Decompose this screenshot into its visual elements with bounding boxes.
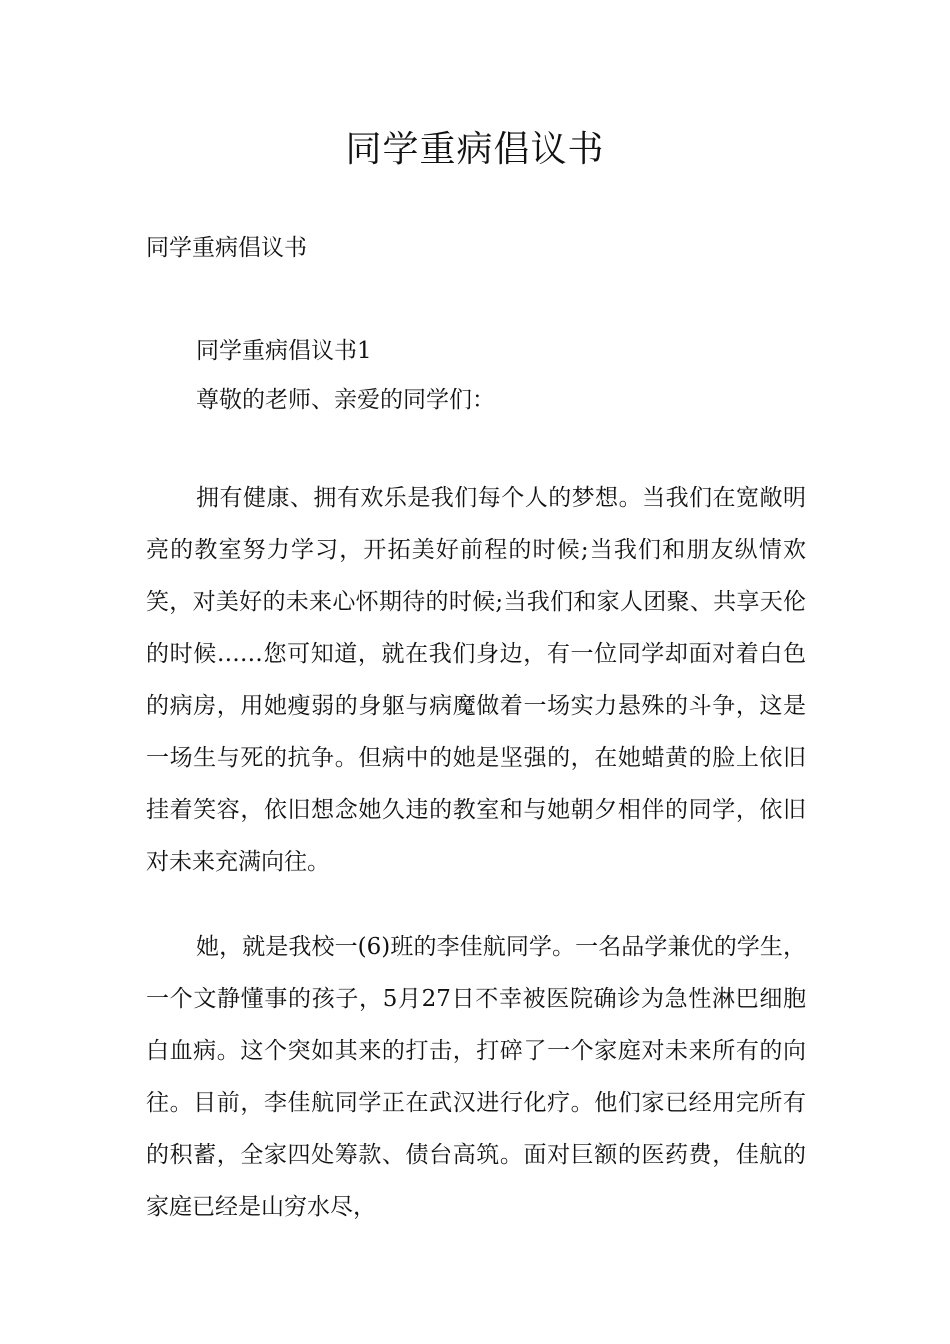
body-paragraph-2: 她，就是我校一(6)班的李佳航同学。一名品学兼优的学生，一个文静懂事的孩子，5月27日不幸被医院确诊为急性淋巴细胞白血病。这个突如其来的打击，打碎了一个家庭对未来所有的向往。目前，李佳航同学正在武汉进行化疗。他们家已经用完所有的积蓄，全家四处筹款、债台高筑。面对巨额的医药费，佳航的家庭已经是山穷水尽， [146,934,806,1220]
salutation: 尊敬的老师、亲爱的同学们： [196,387,495,413]
body-paragraph-1: 拥有健康、拥有欢乐是我们每个人的梦想。当我们在宽敞明亮的教室努力学习，开拓美好前程的时候;当我们和朋友纵情欢笑，对美好的未来心怀期待的时候;当我们和家人团聚、共享天伦的时候……您可知道，就在我们身边，有一位同学却面对着白色的病房，用她瘦弱的身躯与病魔做着一场实力悬殊的斗争，这是一场生与死的抗争。但病中的她是坚强的，在她蜡黄的脸上依旧挂着笑容，依旧想念她久违的教室和与她朝夕相伴的同学，依旧对未来充满向往。 [146,485,806,875]
section-heading: 同学重病倡议书1 [196,338,372,364]
document-subtitle: 同学重病倡议书 [146,235,307,261]
document-title: 同学重病倡议书 [345,129,605,170]
